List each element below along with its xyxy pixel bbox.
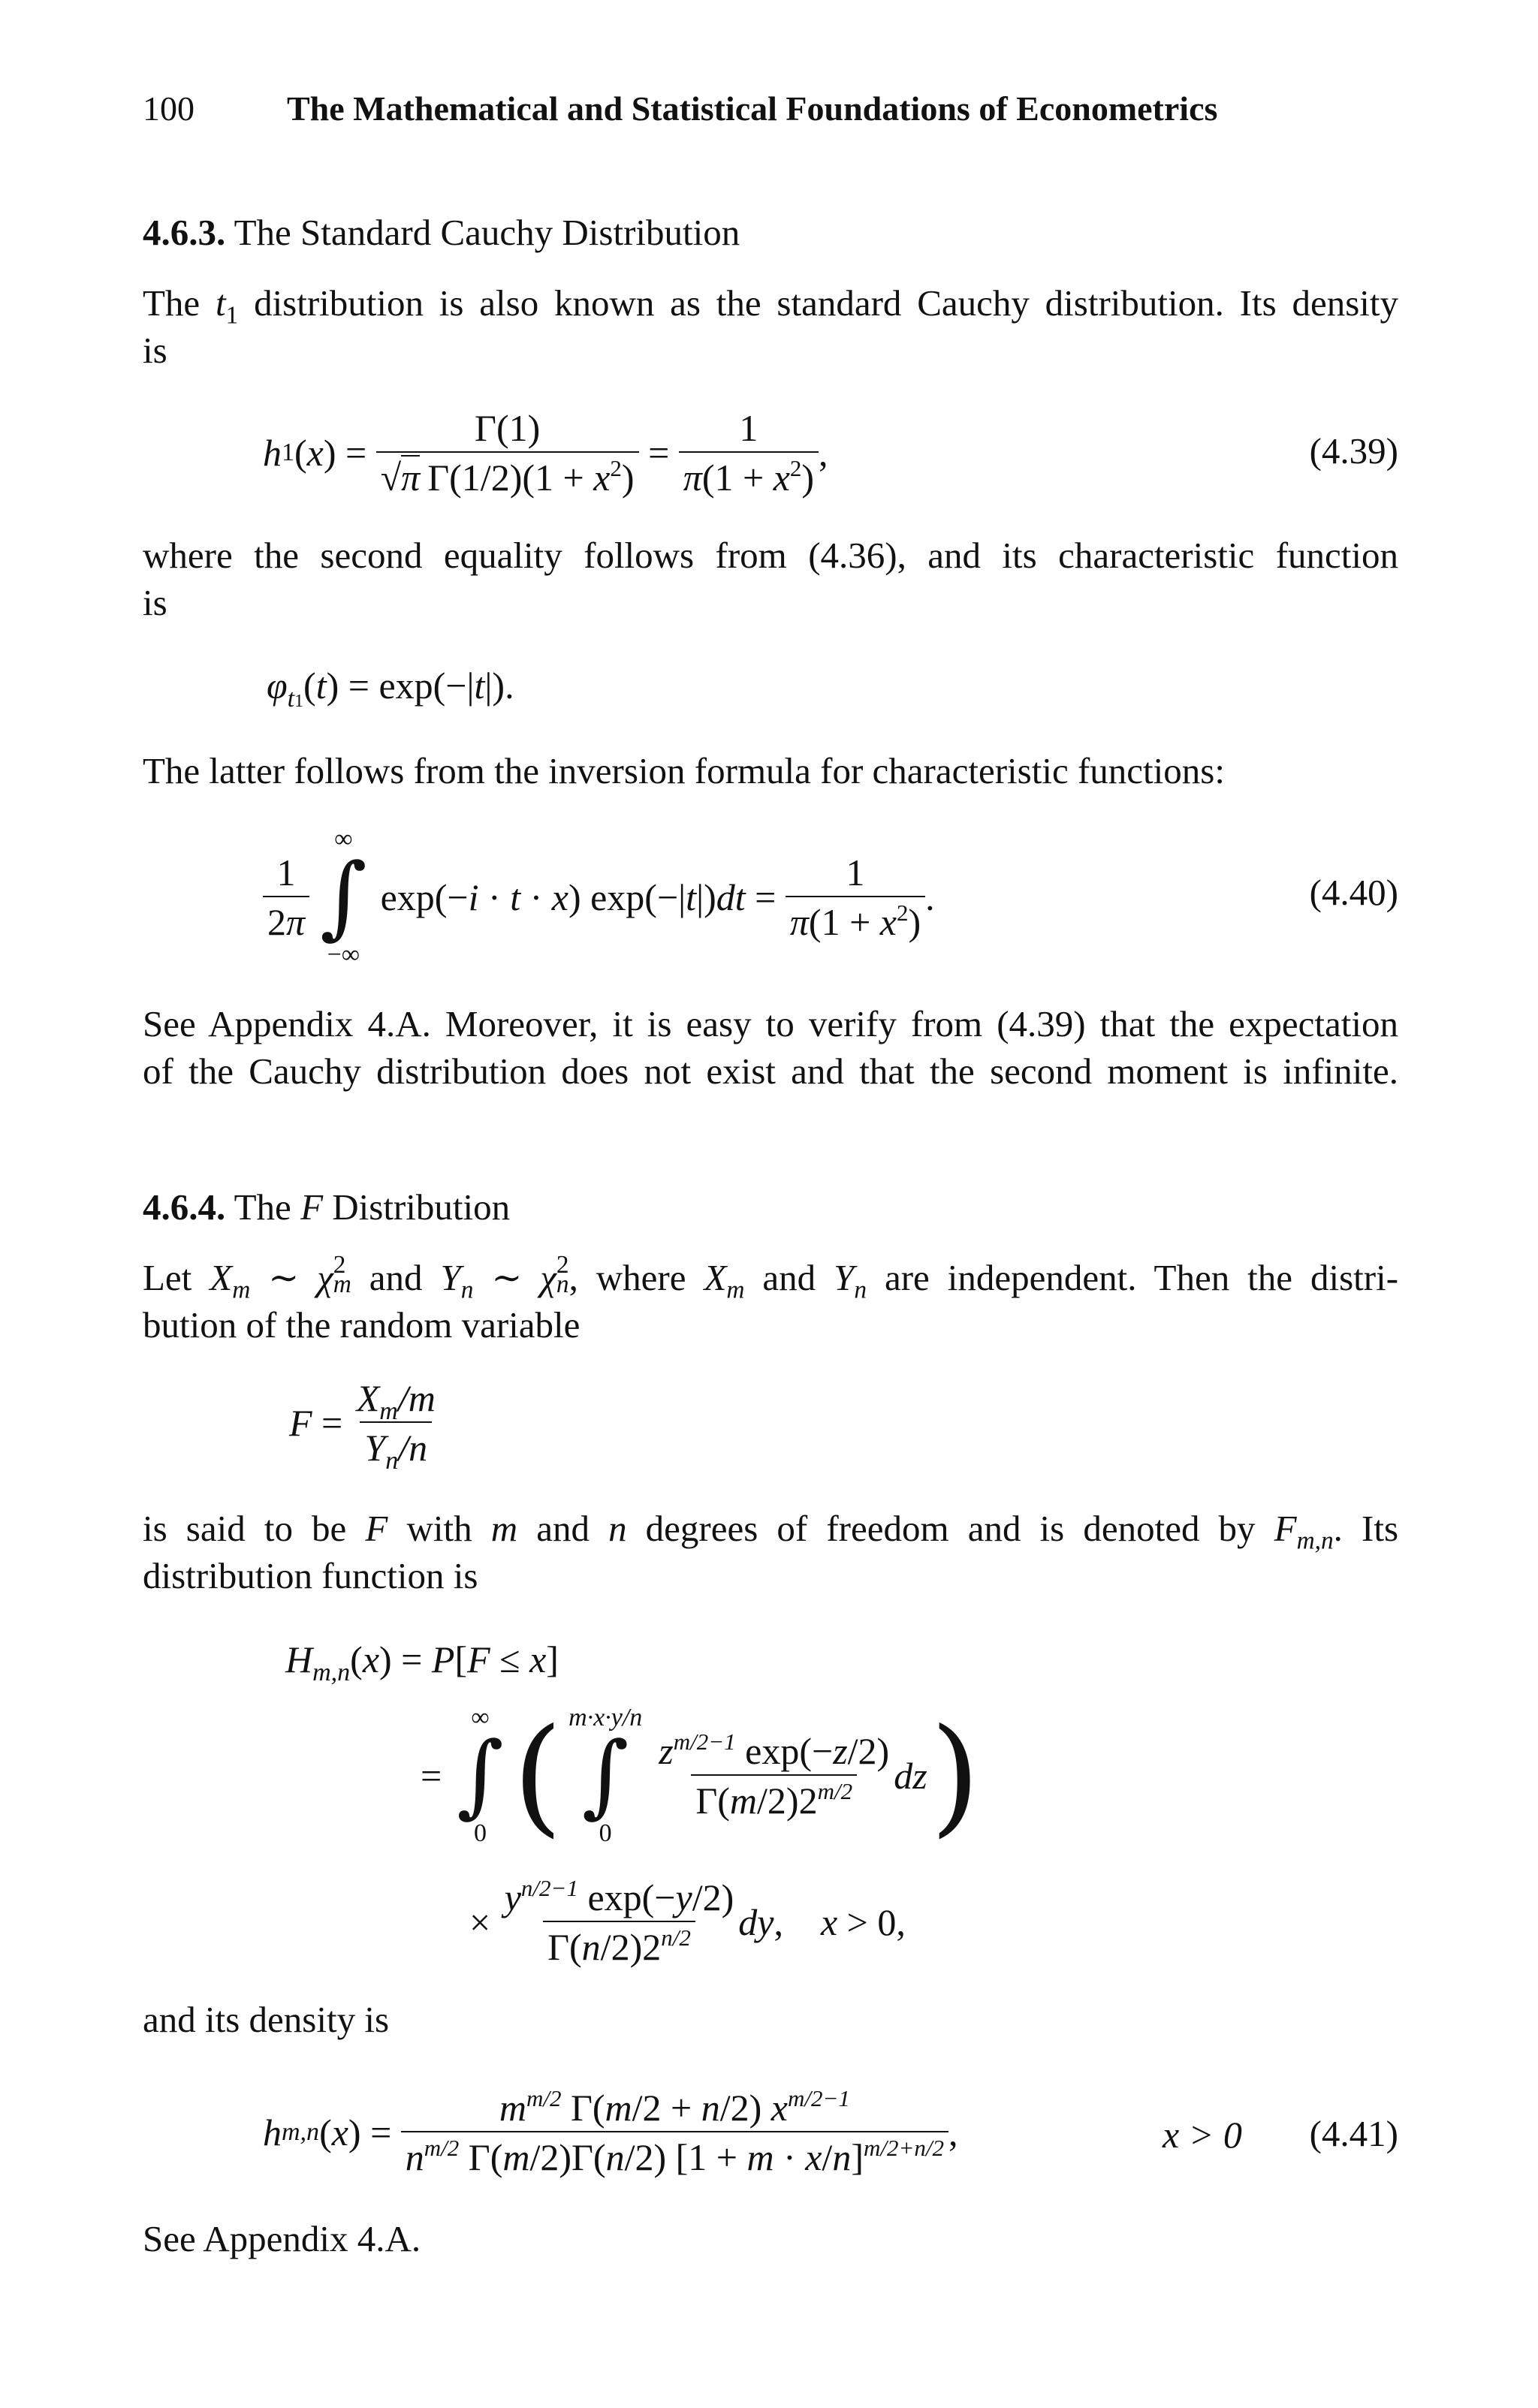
text: , where [568, 1257, 686, 1298]
math-xm2: $X_m$ [704, 1257, 745, 1304]
equation-4-39: h 1 (x) = $\frac{\Gamma(1)}{√\pi \Gamma(1/2)(1 + x^2)}$ = $\frac{1}{\pi(1 + x^2)}$ , [263, 407, 828, 499]
paragraph-line: See Appendix 4.A. [143, 2218, 421, 2259]
text: . Its [1333, 1508, 1399, 1549]
section-heading-4-6-3 [143, 209, 1398, 257]
paragraph-line [143, 1505, 1398, 1553]
paragraph-line [143, 1250, 1399, 1304]
equation-distribution-function-line1: $H_{m,n}(x) = P[F \le x]$ [285, 1638, 559, 1686]
text: with [406, 1508, 472, 1549]
equation-4-40: $\frac{1}{2\pi}$ ∞ ∫ −∞ exp(−i · t · x) exp(−|t|)dt = $\frac{1}{\pi(1 + x^2)}$ . [263, 815, 935, 980]
paragraph-line: and its density is [143, 1999, 390, 2040]
paragraph-line: distribution function is [143, 1555, 478, 1596]
text: is said to be [143, 1508, 347, 1549]
equation-number: (4.39) [1309, 430, 1398, 472]
equation-number: (4.41) [1309, 2113, 1398, 2154]
math-yn2: $Y_n$ [834, 1257, 867, 1304]
equation-number: (4.40) [1309, 872, 1398, 913]
paragraph-line: is [143, 582, 167, 623]
paragraph-line: is [143, 330, 167, 371]
math-t1: $t_1$ [215, 282, 239, 330]
equation-distribution-function-line2: = ∞ ∫ 0 ( m·x·y/n ∫ 0 $\frac{z^{m/2-1} \exp(-z/2)}{\Gamma(m/2)2^{m/2}}$ dz ) [421, 1701, 980, 1850]
math-f: F [365, 1508, 388, 1549]
paragraph-line [143, 279, 1399, 330]
math-xm: $X_m$ ∼ χ 2 m [210, 1250, 351, 1304]
equation-condition: x > 0 [1163, 2114, 1242, 2156]
section-number: 4.6.3. [143, 212, 226, 253]
text: The [234, 1186, 291, 1228]
section-heading-4-6-4 [143, 1183, 1398, 1231]
paragraph-line: of the Cauchy distribution does not exist and that the second moment is infinite. [143, 1050, 1398, 1092]
paragraph-line: The latter follows from the inversion formula for characteristic functions: [143, 750, 1225, 791]
equation-distribution-function-line3: × $\frac{y^{n/2-1} \exp(-y/2)}{\Gamma(n/2)2^{n/2}}$ dy , x > 0, [469, 1874, 906, 1968]
text: The [143, 282, 201, 324]
text: and [762, 1257, 816, 1298]
equation-characteristic-function: $\varphi_{t1}(t) = \exp(-|t|)$. [267, 665, 514, 713]
math-yn: $Y_n$ ∼ χ 2 n [440, 1250, 569, 1304]
text: are independent. Then the distri- [884, 1257, 1399, 1298]
text: Distribution [332, 1186, 511, 1228]
running-title: The Mathematical and Statistical Foundations of Econometrics [287, 89, 1218, 128]
section-number: 4.6.4. [143, 1186, 226, 1228]
math-fmn: $F_{m,n}$ [1274, 1508, 1334, 1555]
equation-f-definition: F = $\frac{X_m/m}{Y_n/n}$ [289, 1377, 436, 1475]
paragraph-line: See Appendix 4.A. Moreover, it is easy to verify from (4.39) that the expectation [143, 1003, 1398, 1044]
equation-4-41: h m,n (x) = $\frac{m^{m/2} \Gamma(m/2 + n/2) x^{m/2-1}}{n^{m/2} \Gamma(m/2)\Gamma(n/2) [1 + m \cdot x/n]^{m/2+n/2}}$ , [263, 2084, 958, 2178]
math-f: F [300, 1186, 323, 1228]
math-n: n [608, 1508, 627, 1549]
paragraph-line: bution of the random variable [143, 1304, 581, 1346]
math-m: m [490, 1508, 518, 1549]
paragraph-line: where the second equality follows from (4.36), and its characteristic function [143, 535, 1398, 576]
section-title: The Standard Cauchy Distribution [234, 212, 740, 253]
text: and [369, 1257, 423, 1298]
text: and [536, 1508, 590, 1549]
page-number: 100 [143, 89, 195, 128]
text: degrees of freedom and is denoted by [645, 1508, 1256, 1549]
text: distribution is also known as the standard Cauchy distribution. Its density [254, 282, 1399, 324]
text: Let [143, 1257, 192, 1298]
